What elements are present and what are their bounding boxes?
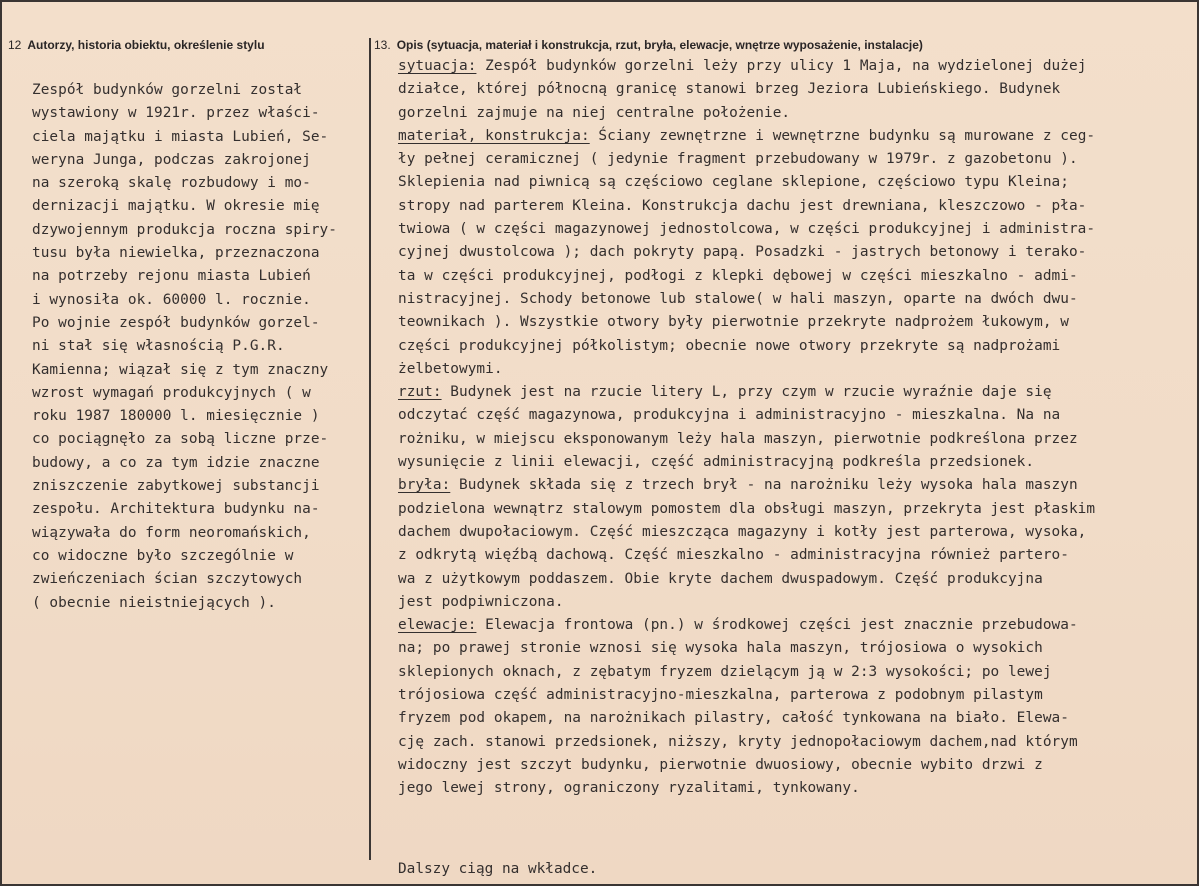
description-line: [398, 195, 1095, 218]
description-line: [398, 568, 1095, 591]
description-text: [398, 55, 1095, 801]
description-line: [398, 707, 1095, 730]
section-keyword: elewacje:: [398, 617, 477, 634]
description-line: [398, 171, 1095, 194]
description-line-text: Sklepienia nad piwnicą są częściowo ceglane sklepione, częściowo typu Kleina;: [398, 174, 1069, 191]
history-line: budowy, a co za tym idzie znaczne: [32, 454, 320, 471]
description-line-text: cję zach. stanowi przedsionek, niższy, kryty jednopołaciowym dachem,nad którym: [398, 733, 1078, 750]
description-line-text: Elewacja frontowa (pn.) w środkowej części jest znacznie przebudowa-: [476, 617, 1078, 634]
description-line-text: fryzem pod okapem, na narożnikach pilastry, całość tynkowana na biało. Elewa-: [398, 710, 1069, 727]
description-line: [398, 451, 1095, 474]
description-line-text: części produkcyjnej półkolistym; obecnie nowe otwory przekryte są nadprożami: [398, 337, 1061, 354]
history-line: na szeroką skalę rozbudowy i mo-: [32, 175, 311, 192]
description-line: [398, 381, 1095, 404]
description-line: [398, 125, 1095, 148]
description-line: [398, 591, 1095, 614]
right-header-title: Opis (sytuacja, materiał i konstrukcja, rzut, bryła, elewacje, wnętrze wyposażenie, instalacje): [396, 38, 923, 52]
history-line: tusu była niewielka, przeznaczona: [32, 245, 320, 262]
description-line-text: dachem dwupołaciowym. Część mieszcząca magazyny i kotły jest parterowa, wysoka,: [398, 523, 1087, 540]
description-line-text: Budynek składa się z trzech brył - na narożniku leży wysoka hala maszyn: [450, 477, 1078, 494]
history-line: co pociągnęło za sobą liczne prze-: [32, 431, 329, 448]
description-line-text: Budynek jest na rzucie litery L, przy czym w rzucie wyraźnie daje się: [441, 384, 1052, 401]
description-line: [398, 474, 1095, 497]
section-keyword: bryła:: [398, 477, 451, 494]
description-line-text: Ściany zewnętrzne i wewnętrzne budynku są murowane z ceg-: [589, 127, 1096, 144]
description-line-text: nistracyjnej. Schody betonowe lub stalowe( w hali maszyn, oparte na dwóch dwu-: [398, 290, 1078, 307]
description-line-text: cyjnej dwustolcowa ); dach pokryty papą. Posadzki - jastrych betonowy i terako-: [398, 244, 1087, 261]
history-line: zespołu. Architektura budynku na-: [32, 501, 320, 518]
description-line: [398, 241, 1095, 264]
description-line: [398, 614, 1095, 637]
description-line: [398, 661, 1095, 684]
description-line: [398, 428, 1095, 451]
section-keyword: materiał, konstrukcja:: [398, 127, 590, 144]
history-line: co widoczne było szczególnie w: [32, 547, 294, 564]
description-line-text: teownikach ). Wszystkie otwory były pierwotnie przekryte nadprożem łukowym, w: [398, 314, 1069, 331]
description-line-text: ta w części produkcyjnej, podłogi z klepki dębowej w części mieszkalno - admi-: [398, 267, 1078, 284]
description-line-text: odczytać część magazynowa, produkcyjna i administracyjno - mieszkalna. Na na: [398, 407, 1061, 424]
description-line: [398, 102, 1095, 125]
description-line: [398, 358, 1095, 381]
description-line-text: jest podpiwniczona.: [398, 593, 564, 610]
description-line: [398, 335, 1095, 358]
description-line: [398, 498, 1095, 521]
continuation-note: Dalszy ciąg na wkładce.: [398, 861, 598, 877]
history-line: ciela majątku i miasta Lubień, Se-: [32, 128, 329, 145]
history-line: i wynosiła ok. 60000 l. rocznie.: [32, 291, 311, 308]
description-line: [398, 288, 1095, 311]
description-line: [398, 148, 1095, 171]
description-line-text: żelbetowymi.: [398, 360, 503, 377]
history-line: dernizacji majątku. W okresie mię: [32, 198, 320, 215]
history-line: zniszczenie zabytkowej substancji: [32, 478, 320, 495]
description-line-text: rożniku, w miejscu eksponowanym leży hala maszyn, pierwotnie podkreślona przez: [398, 430, 1078, 447]
description-line: [398, 754, 1095, 777]
description-line: [398, 521, 1095, 544]
right-header-number: 13.: [374, 38, 391, 52]
description-line-text: widoczny jest szczyt budynku, pierwotnie dwuosiowy, obecnie wybito drzwi z: [398, 756, 1043, 773]
left-header-title: Autorzy, historia obiektu, określenie stylu: [27, 38, 265, 52]
description-line-text: z odkrytą więźbą dachową. Część mieszkalno - administracyjna również partero-: [398, 547, 1069, 564]
description-line: [398, 311, 1095, 334]
history-text: [32, 79, 337, 615]
left-header-number: 12: [8, 38, 22, 52]
right-column-header: [374, 38, 923, 52]
history-line: Kamienna; wiązał się z tym znaczny: [32, 361, 329, 378]
description-line-text: jego lewej strony, ograniczony ryzalitami, tynkowany.: [398, 780, 860, 797]
description-line-text: stropy nad parterem Kleina. Konstrukcja dachu jest drewniana, kleszczowo - pła-: [398, 197, 1087, 214]
history-line: ni stał się własnością P.G.R.: [32, 338, 285, 355]
history-line: wystawiony w 1921r. przez właści-: [32, 105, 320, 122]
description-line: [398, 265, 1095, 288]
description-line: [398, 731, 1095, 754]
history-line: roku 1987 180000 l. miesięcznie ): [32, 408, 320, 425]
description-line-text: podzielona wewnątrz stalowym pomostem dla obsługi maszyn, przekryta jest płaskim: [398, 500, 1096, 517]
history-line: na potrzeby rejonu miasta Lubień: [32, 268, 311, 285]
section-keyword: sytuacja:: [398, 58, 477, 74]
left-column-header: [8, 38, 265, 52]
description-line-text: działce, której północną granicę stanowi brzeg Jeziora Lubieńskiego. Budynek: [398, 81, 1061, 98]
column-divider: [369, 38, 371, 860]
description-line-text: gorzelni zajmuje na niej centralne położenie.: [398, 104, 791, 121]
history-line: wzrost wymagań produkcyjnych ( w: [32, 384, 311, 401]
description-line-text: ły pełnej ceramicznej ( jedynie fragment przebudowany w 1979r. z gazobetonu ).: [398, 151, 1078, 168]
description-line: [398, 55, 1095, 78]
history-line: wiązywała do form neoromańskich,: [32, 524, 311, 541]
description-line: [398, 637, 1095, 660]
description-line-text: wa z użytkowym poddaszem. Obie kryte dachem dwuspadowym. Część produkcyjna: [398, 570, 1043, 587]
description-line: [398, 777, 1095, 800]
description-line-text: wysunięcie z linii elewacji, część administracyjną podkreśla przedsionek.: [398, 454, 1035, 471]
description-line-text: sklepionych oknach, z zębatym fryzem dzielącym ją w 2:3 wysokości; po lewej: [398, 663, 1052, 680]
description-line: [398, 684, 1095, 707]
history-line: Po wojnie zespół budynków gorzel-: [32, 314, 320, 331]
description-line-text: na; po prawej stronie wznosi się wysoka hala maszyn, trójosiowa o wysokich: [398, 640, 1043, 657]
history-line: Zespół budynków gorzelni został: [32, 82, 303, 98]
description-line: [398, 544, 1095, 567]
description-line-text: trójosiowa część administracyjno-mieszkalna, parterowa z podobnym pilastym: [398, 687, 1043, 704]
section-keyword: rzut:: [398, 384, 442, 401]
description-line: [398, 218, 1095, 241]
description-line: [398, 78, 1095, 101]
description-line-text: Zespół budynków gorzelni leży przy ulicy 1 Maja, na wydzielonej dużej: [476, 58, 1087, 74]
history-line: dzywojennym produkcja roczna spiry-: [32, 221, 337, 238]
description-line: [398, 404, 1095, 427]
history-line: ( obecnie nieistniejących ).: [32, 594, 276, 611]
description-line-text: twiowa ( w części magazynowej jednostolcowa, w części produkcyjnej i administra-: [398, 221, 1096, 238]
history-line: weryna Junga, podczas zakrojonej: [32, 151, 311, 168]
history-line: zwieńczeniach ścian szczytowych: [32, 571, 303, 588]
